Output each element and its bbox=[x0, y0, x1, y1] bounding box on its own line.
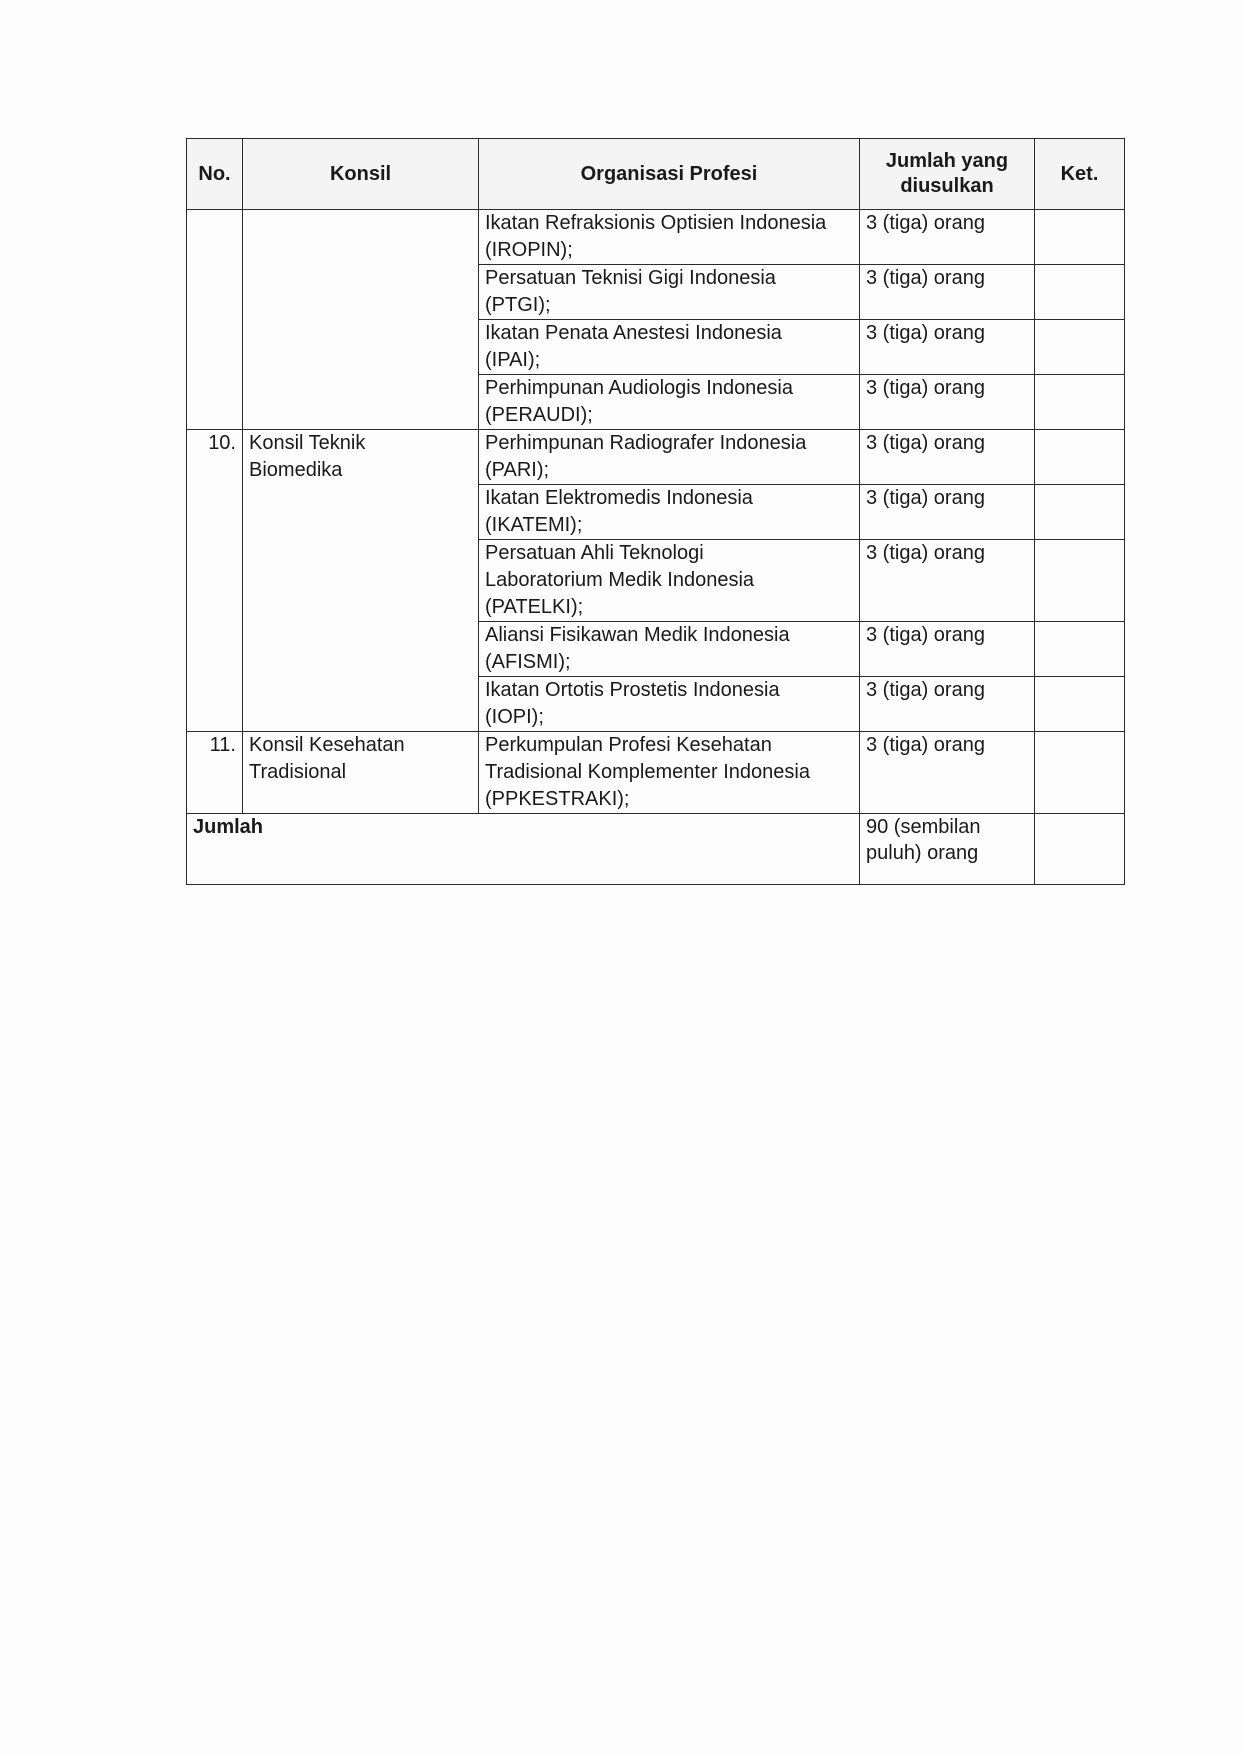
org-line1: Perhimpunan Radiografer Indonesia bbox=[485, 432, 807, 454]
org-line1: Ikatan Penata Anestesi Indonesia bbox=[485, 322, 782, 344]
org-line1: Ikatan Refraksionis Optisien Indonesia bbox=[485, 212, 827, 234]
org-line2: (IPAI); bbox=[485, 349, 541, 371]
organisasi-profesi-cell bbox=[479, 375, 860, 430]
ket-cell bbox=[1035, 265, 1125, 320]
org-line2: (PARI); bbox=[485, 459, 550, 481]
organisasi-profesi-cell bbox=[479, 677, 860, 732]
total-ket-cell bbox=[1035, 814, 1125, 885]
konsil-line2: Tradisional bbox=[249, 761, 347, 783]
jumlah-cell: 3 (tiga) orang bbox=[860, 210, 1035, 265]
total-value bbox=[860, 814, 1035, 885]
table-row bbox=[187, 732, 1125, 814]
jumlah-cell: 3 (tiga) orang bbox=[860, 540, 1035, 622]
konsil-line2: Biomedika bbox=[249, 459, 343, 481]
organisasi-profesi-cell bbox=[479, 265, 860, 320]
ket-cell bbox=[1035, 622, 1125, 677]
konsil-name bbox=[243, 210, 479, 430]
organisasi-profesi-cell bbox=[479, 430, 860, 485]
organisasi-profesi-cell bbox=[479, 210, 860, 265]
header-organisasi-profesi: Organisasi Profesi bbox=[479, 139, 860, 210]
ket-cell bbox=[1035, 320, 1125, 375]
total-value-line1: 90 (sembilan bbox=[866, 816, 981, 838]
total-label: Jumlah bbox=[187, 814, 860, 885]
organisasi-profesi-cell bbox=[479, 622, 860, 677]
ket-cell bbox=[1035, 677, 1125, 732]
org-line2: (AFISMI); bbox=[485, 651, 571, 673]
org-line2: (PERAUDI); bbox=[485, 404, 593, 426]
org-line1: Ikatan Elektromedis Indonesia bbox=[485, 487, 753, 509]
organisasi-profesi-cell bbox=[479, 732, 860, 814]
org-line1: Ikatan Ortotis Prostetis Indonesia bbox=[485, 679, 780, 701]
konsil-line1: Konsil Kesehatan bbox=[249, 734, 405, 756]
header-no: No. bbox=[187, 139, 243, 210]
konsil-name bbox=[243, 732, 479, 814]
org-line1: Perhimpunan Audiologis Indonesia bbox=[485, 377, 793, 399]
total-value-line2: puluh) orang bbox=[866, 842, 979, 864]
jumlah-cell: 3 (tiga) orang bbox=[860, 677, 1035, 732]
org-line3: (PPKESTRAKI); bbox=[485, 788, 630, 810]
org-line2: Tradisional Komplementer Indonesia bbox=[485, 761, 810, 783]
ket-cell bbox=[1035, 210, 1125, 265]
konsil-line1: Konsil Teknik bbox=[249, 432, 366, 454]
org-line1: Persatuan Teknisi Gigi Indonesia bbox=[485, 267, 776, 289]
jumlah-cell: 3 (tiga) orang bbox=[860, 430, 1035, 485]
header-jumlah-line1: Jumlah yang bbox=[885, 150, 1009, 172]
jumlah-cell: 3 (tiga) orang bbox=[860, 375, 1035, 430]
table-row bbox=[187, 210, 1125, 265]
jumlah-cell: 3 (tiga) orang bbox=[860, 732, 1035, 814]
org-line2: (IOPI); bbox=[485, 706, 544, 728]
org-line1: Perkumpulan Profesi Kesehatan bbox=[485, 734, 772, 756]
jumlah-cell: 3 (tiga) orang bbox=[860, 265, 1035, 320]
org-line3: (PATELKI); bbox=[485, 596, 584, 618]
header-ket: Ket. bbox=[1035, 139, 1125, 210]
total-row bbox=[187, 814, 1125, 885]
organisasi-profesi-cell bbox=[479, 540, 860, 622]
row-number: 10. bbox=[187, 430, 243, 732]
ket-cell bbox=[1035, 485, 1125, 540]
org-line2: (PTGI); bbox=[485, 294, 551, 316]
ket-cell bbox=[1035, 540, 1125, 622]
ket-cell bbox=[1035, 375, 1125, 430]
header-jumlah-yang-diusulkan bbox=[860, 139, 1035, 210]
table-row bbox=[187, 430, 1125, 485]
konsil-name bbox=[243, 430, 479, 732]
jumlah-cell: 3 (tiga) orang bbox=[860, 485, 1035, 540]
org-line2: Laboratorium Medik Indonesia bbox=[485, 569, 755, 591]
organisasi-profesi-cell bbox=[479, 320, 860, 375]
header-jumlah-line2: diusulkan bbox=[900, 175, 994, 197]
organisasi-profesi-cell bbox=[479, 485, 860, 540]
row-number: 11. bbox=[187, 732, 243, 814]
ket-cell bbox=[1035, 732, 1125, 814]
row-number bbox=[187, 210, 243, 430]
org-line1: Persatuan Ahli Teknologi bbox=[485, 542, 704, 564]
org-line2: (IROPIN); bbox=[485, 239, 573, 261]
org-line2: (IKATEMI); bbox=[485, 514, 583, 536]
table-header-row bbox=[187, 139, 1125, 210]
header-konsil: Konsil bbox=[243, 139, 479, 210]
organisasi-profesi-table bbox=[186, 138, 1125, 885]
jumlah-cell: 3 (tiga) orang bbox=[860, 320, 1035, 375]
jumlah-cell: 3 (tiga) orang bbox=[860, 622, 1035, 677]
ket-cell bbox=[1035, 430, 1125, 485]
org-line1: Aliansi Fisikawan Medik Indonesia bbox=[485, 624, 790, 646]
